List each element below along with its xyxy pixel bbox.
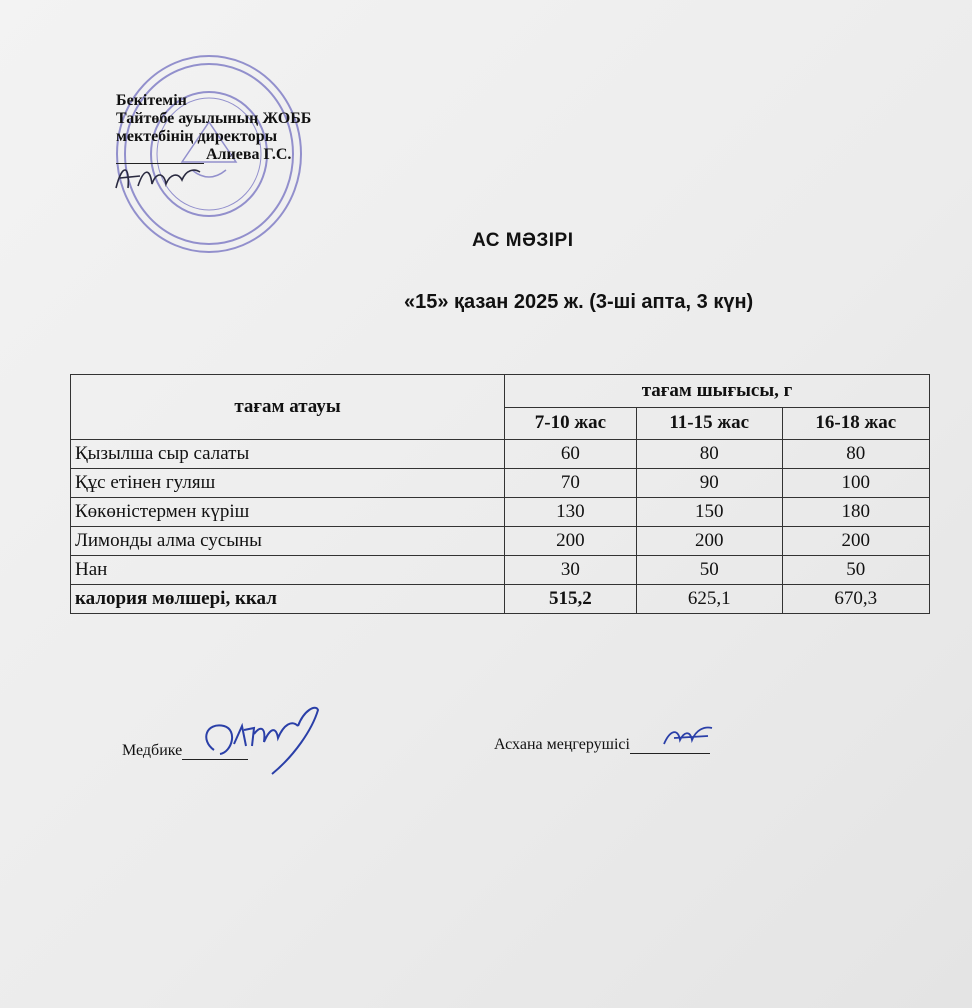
document-title: АС МӘЗІРІ (472, 230, 574, 251)
director-name: Алиева Г.С. (206, 146, 292, 163)
dish-name: Құс етінен гуляш (71, 469, 505, 498)
dish-value: 130 (505, 498, 637, 527)
dish-value: 80 (636, 440, 782, 469)
chef-label: Асхана меңгерушісі (494, 736, 630, 753)
total-row (71, 585, 930, 614)
chef-signature (660, 720, 720, 750)
table-row (71, 440, 930, 469)
dish-name: Көкөністермен күріш (71, 498, 505, 527)
table-header-row (71, 375, 930, 408)
dish-value: 50 (636, 556, 782, 585)
nurse-signature (194, 700, 324, 780)
table-row (71, 556, 930, 585)
total-label: калория мөлшері, ккал (71, 585, 505, 614)
dish-value: 70 (505, 469, 637, 498)
dish-value: 50 (782, 556, 929, 585)
dish-value: 150 (636, 498, 782, 527)
dish-value: 200 (636, 527, 782, 556)
total-value: 670,3 (782, 585, 929, 614)
approval-line-3: мектебінің директоры (116, 128, 278, 145)
dish-value: 200 (505, 527, 637, 556)
header-age-11-15: 11-15 жас (636, 407, 782, 440)
menu-table (70, 374, 930, 614)
dish-value: 100 (782, 469, 929, 498)
dish-value: 30 (505, 556, 637, 585)
dish-name: Қызылша сыр салаты (71, 440, 505, 469)
dish-value: 200 (782, 527, 929, 556)
approval-line-1: Бекітемін (116, 92, 187, 109)
dish-name: Лимонды алма сусыны (71, 527, 505, 556)
dish-name: Нан (71, 556, 505, 585)
table-row (71, 469, 930, 498)
dish-value: 180 (782, 498, 929, 527)
dish-value: 90 (636, 469, 782, 498)
approval-line-2: Тайтөбе ауылының ЖОББ (116, 110, 312, 127)
approval-block (116, 92, 311, 164)
nurse-label: Медбике (122, 742, 183, 759)
header-output: тағам шығысы, г (505, 375, 930, 408)
total-value: 515,2 (505, 585, 637, 614)
document-date: «15» қазан 2025 ж. (3-ші апта, 3 күн) (404, 291, 754, 313)
dish-value: 60 (505, 440, 637, 469)
header-age-16-18: 16-18 жас (782, 407, 929, 440)
director-signature (110, 158, 206, 198)
table-row (71, 498, 930, 527)
dish-value: 80 (782, 440, 929, 469)
header-dish-name: тағам атауы (71, 375, 505, 440)
header-age-7-10: 7-10 жас (505, 407, 637, 440)
total-value: 625,1 (636, 585, 782, 614)
table-row (71, 527, 930, 556)
